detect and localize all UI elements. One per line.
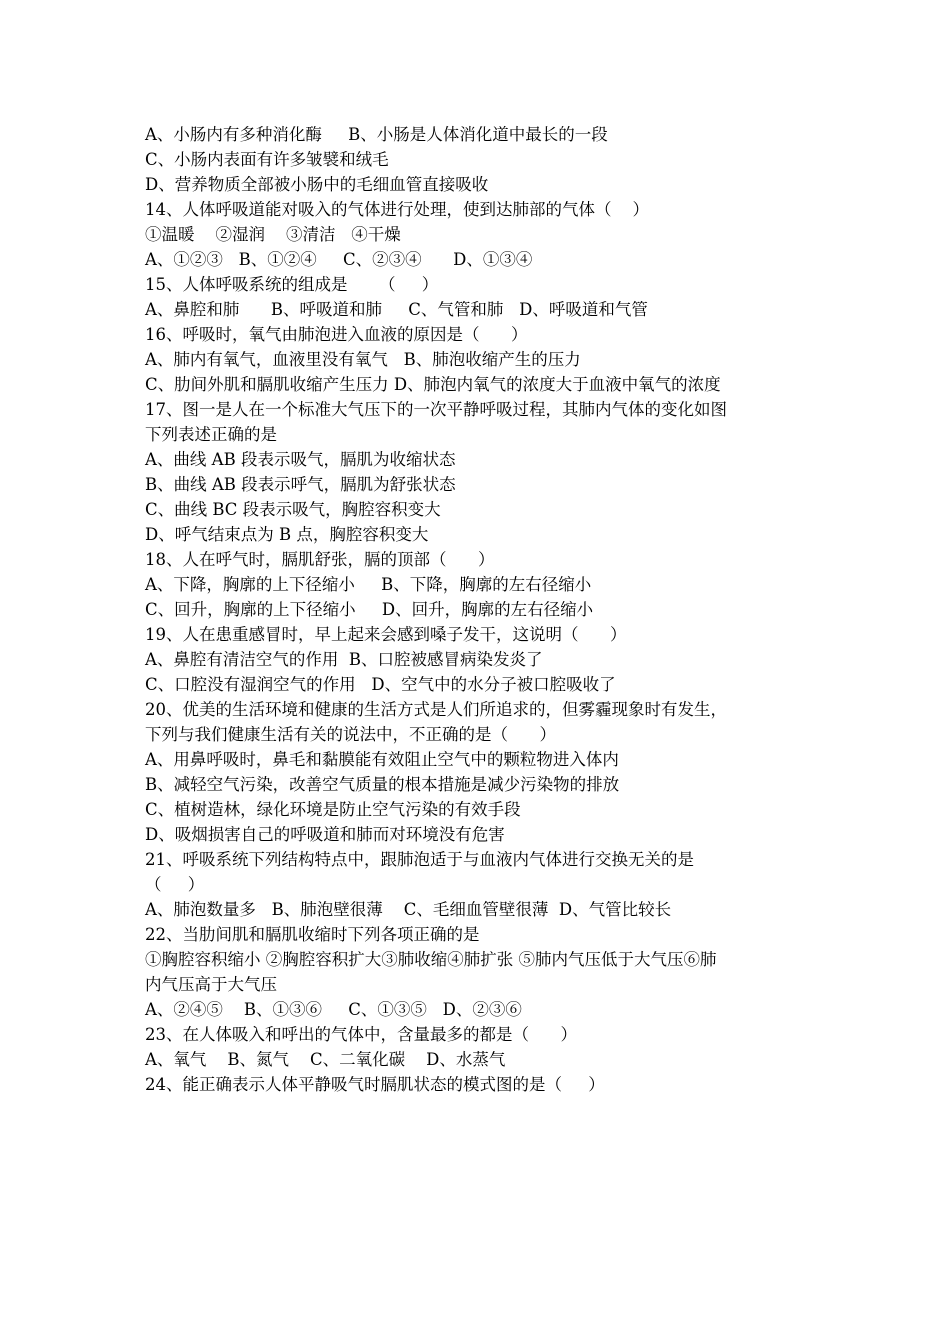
text-line: A、①②③ B、①②④ C、②③④ D、①③④ [145, 250, 533, 269]
text-line: A、用鼻呼吸时，鼻毛和黏膜能有效阻止空气中的颗粒物进入体内 [145, 750, 619, 769]
question-19: 19、人在患重感冒时，早上起来会感到嗓子发干，这说明（ ） [145, 625, 627, 644]
text-line: D、呼气结束点为 B 点，胸腔容积变大 [145, 525, 429, 544]
text-line: C、回升，胸廓的上下径缩小 D、回升，胸廓的左右径缩小 [145, 600, 594, 619]
text-line: 下列与我们健康生活有关的说法中，不正确的是（ ） [145, 725, 556, 744]
question-17: 17、图一是人在一个标准大气压下的一次平静呼吸过程，其肺内气体的变化如图 [145, 400, 727, 419]
text-line: ①胸腔容积缩小 ②胸腔容积扩大③肺收缩④肺扩张 ⑤肺内气压低于大气压⑥肺 [145, 950, 717, 969]
text-line: C、小肠内表面有许多皱襞和绒毛 [145, 150, 389, 169]
text-line: A、氧气 B、氮气 C、二氧化碳 D、水蒸气 [145, 1050, 506, 1069]
question-16: 16、呼吸时，氧气由肺泡进入血液的原因是（ ） [145, 325, 528, 344]
text-line: C、植树造林，绿化环境是防止空气污染的有效手段 [145, 800, 521, 819]
question-21: 21、呼吸系统下列结构特点中，跟肺泡适于与血液内气体进行交换无关的是 [145, 850, 694, 869]
text-line: D、营养物质全部被小肠中的毛细血管直接吸收 [145, 175, 489, 194]
question-20: 20、优美的生活环境和健康的生活方式是人们所追求的，但雾霾现象时有发生， [145, 700, 727, 719]
question-14: 14、人体呼吸道能对吸入的气体进行处理，使到达肺部的气体（ ） [145, 200, 649, 219]
text-line: C、口腔没有湿润空气的作用 D、空气中的水分子被口腔吸收了 [145, 675, 616, 694]
document-page [145, 122, 825, 1097]
question-18: 18、人在呼气时，膈肌舒张，膈的顶部（ ） [145, 550, 495, 569]
question-24: 24、能正确表示人体平静吸气时膈肌状态的模式图的是（ ） [145, 1075, 605, 1094]
text-line: A、肺泡数量多 B、肺泡壁很薄 C、毛细血管壁很薄 D、气管比较长 [145, 900, 672, 919]
question-22: 22、当肋间肌和膈肌收缩时下列各项正确的是 [145, 925, 480, 944]
text-line: A、肺内有氧气，血液里没有氧气 B、肺泡收缩产生的压力 [145, 350, 581, 369]
text-line: A、下降，胸廓的上下径缩小 B、下降，胸廓的左右径缩小 [145, 575, 592, 594]
text-line: （ ） [145, 875, 205, 894]
text-line: B、减轻空气污染，改善空气质量的根本措施是减少污染物的排放 [145, 775, 620, 794]
text-line: A、鼻腔有清洁空气的作用 B、口腔被感冒病染发炎了 [145, 650, 543, 669]
text-line: 内气压高于大气压 [145, 975, 277, 994]
text-line: A、小肠内有多种消化酶 B、小肠是人体消化道中最长的一段 [145, 125, 608, 144]
text-line: D、吸烟损害自己的呼吸道和肺而对环境没有危害 [145, 825, 505, 844]
text-line: ①温暖 ②湿润 ③清洁 ④干燥 [145, 225, 401, 244]
text-line: 下列表述正确的是 [145, 425, 277, 444]
question-15: 15、人体呼吸系统的组成是 （ ） [145, 275, 439, 294]
text-line: C、曲线 BC 段表示吸气，胸腔容积变大 [145, 500, 441, 519]
question-23: 23、在人体吸入和呼出的气体中，含量最多的都是（ ） [145, 1025, 577, 1044]
text-line: A、②④⑤ B、①③⑥ C、①③⑤ D、②③⑥ [145, 1000, 522, 1019]
text-line: A、曲线 AB 段表示吸气，膈肌为收缩状态 [145, 450, 456, 469]
text-line: B、曲线 AB 段表示呼气，膈肌为舒张状态 [145, 475, 456, 494]
text-line: C、肋间外肌和膈肌收缩产生压力 D、肺泡内氧气的浓度大于血液中氧气的浓度 [145, 375, 721, 394]
text-line: A、鼻腔和肺 B、呼吸道和肺 C、气管和肺 D、呼吸道和气管 [145, 300, 648, 319]
